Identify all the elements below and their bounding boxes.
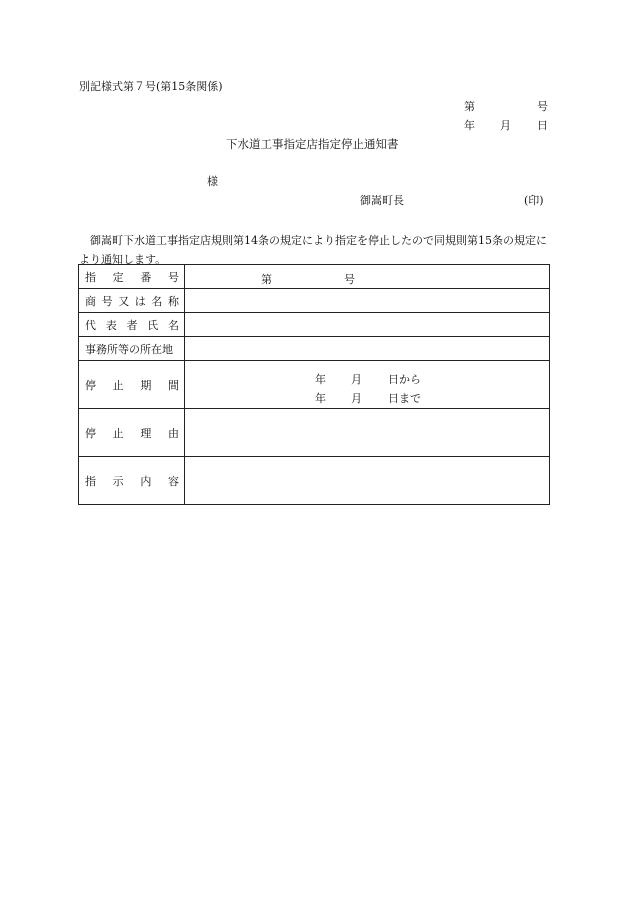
label-suspension-reason: 停 止 理 由 <box>79 409 185 457</box>
notice-body-text: 御嵩町下水道工事指定店規則第14条の規定により指定を停止したので同規則第15条の規定により通知します。 <box>79 234 547 266</box>
period-from-month: 月 <box>351 373 362 386</box>
period-from-day: 日から <box>388 373 421 386</box>
number-prefix: 第 <box>261 273 272 286</box>
table-row <box>79 289 550 313</box>
number-suffix: 号 <box>344 273 355 286</box>
period-from-year: 年 <box>315 373 326 386</box>
value-suspension-period[interactable] <box>185 361 550 409</box>
table-row <box>79 457 550 505</box>
period-to-year: 年 <box>315 392 326 405</box>
issuer-name: 御嵩町長 <box>360 194 404 207</box>
issue-date-year: 年 <box>464 119 475 132</box>
document-title: 下水道工事指定店指定停止通知書 <box>226 137 399 151</box>
value-suspension-reason[interactable] <box>185 409 550 457</box>
table-row <box>79 337 550 361</box>
label-trade-name: 商 号 又 は 名 称 <box>79 289 185 313</box>
table-row <box>79 409 550 457</box>
issue-date-month: 月 <box>500 119 511 132</box>
value-instructions[interactable] <box>185 457 550 505</box>
value-office-address[interactable] <box>185 337 550 361</box>
document-number-prefix: 第 <box>464 100 475 113</box>
label-instructions: 指 示 内 容 <box>79 457 185 505</box>
table-row <box>79 265 550 289</box>
period-to-day: 日まで <box>388 392 421 405</box>
value-representative-name[interactable] <box>185 313 550 337</box>
form-identifier: 別記様式第７号(第15条関係) <box>79 80 223 93</box>
label-designation-number: 指 定 番 号 <box>79 265 185 289</box>
table-row <box>79 313 550 337</box>
details-table <box>78 264 550 505</box>
value-designation-number[interactable] <box>185 265 550 289</box>
label-suspension-period: 停 止 期 間 <box>79 361 185 409</box>
label-representative-name: 代 表 者 氏 名 <box>79 313 185 337</box>
table-row <box>79 361 550 409</box>
period-to-month: 月 <box>351 392 362 405</box>
seal-mark: (印) <box>524 194 544 207</box>
addressee-honorific: 様 <box>207 175 218 188</box>
document-number-suffix: 号 <box>537 100 548 113</box>
issue-date-day: 日 <box>537 119 548 132</box>
label-office-address: 事務所等の所在地 <box>79 337 185 361</box>
value-trade-name[interactable] <box>185 289 550 313</box>
